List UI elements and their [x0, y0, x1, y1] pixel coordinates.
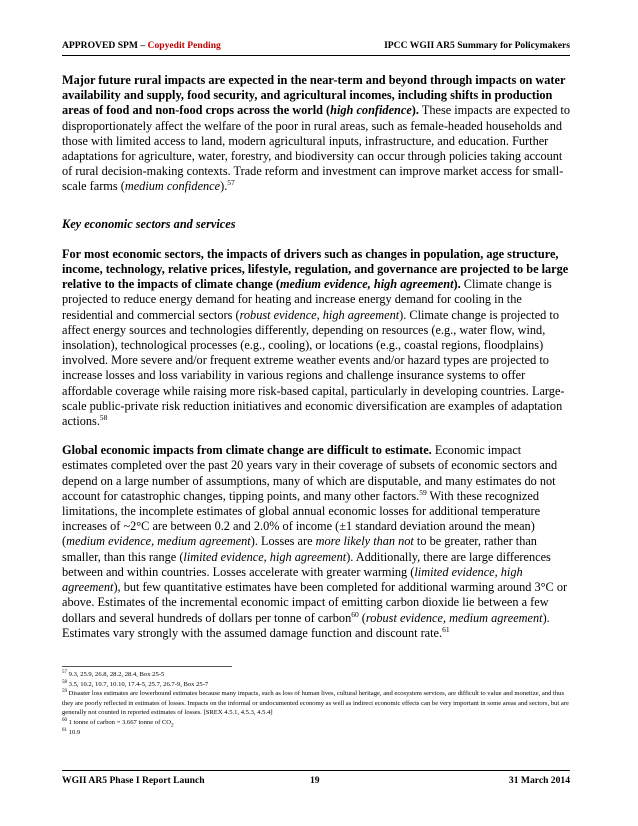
- page-footer: [62, 775, 570, 791]
- confidence-term: robust evidence, high agreement: [239, 307, 400, 322]
- confidence-term: medium confidence: [124, 179, 221, 194]
- text-segment: ). Additionally, there are large differences between and within countries. Losses accelerate with greater warming (: [62, 549, 551, 579]
- confidence-term: limited evidence, high agreement: [62, 564, 523, 595]
- paragraph-global-economic-impacts: [62, 443, 570, 641]
- footnote-ref[interactable]: 57: [227, 178, 235, 188]
- footnote-ref[interactable]: 58: [99, 412, 108, 422]
- text-segment: ). Estimates vary strongly with the assumed damage function and discount rate.: [62, 610, 550, 640]
- rural-impacts-text: These impacts are expected to disproportionately affect the welfare of the poor in rural areas, such as female-headed households and those with limited access to land, modern agricultural inputs, infrastructure, and education. Further adaptations for agriculture, water, forestry, and biodiversity can occur through policies taking account of rural decision-making contexts. Trade reform and investment can improve market access for small-scale farms (: [62, 103, 570, 194]
- footer-rule: [62, 770, 570, 771]
- text-segment: (: [358, 610, 366, 625]
- footnote-number: 57: [62, 669, 67, 675]
- header-status: [62, 40, 221, 51]
- footnote-text: Disaster loss estimates are lowerbound estimates because many impacts, such as loss of human lives, cultural heritage, and ecosystem services, are difficult to value and monetize, and thus they are poorly reflected in estimates of losses. Impacts on the informal or undocumented economy as well as indirect economic effects can be very important in some areas and sectors, but are generally not counted in reported estimates of losses. [SREX 4.5.1, 4.5.3, 4.5.4]: [62, 690, 569, 717]
- footnote-ref[interactable]: 61: [442, 624, 450, 634]
- footnote-number: 60: [62, 717, 67, 723]
- economic-sectors-headline: For most economic sectors, the impacts of drivers such as changes in population, age structure, income, technology, relative prices, lifestyle, regulation, and governance are projected to be large relative to the impacts of climate change (: [62, 246, 569, 292]
- energy-demand-text: Climate change is projected to reduce energy demand for heating and increase energy demand for cooling in the residential and commercial sectors (: [62, 277, 552, 322]
- text-close: ).: [220, 179, 228, 194]
- page-body: [62, 73, 570, 641]
- footnote-separator: [62, 666, 232, 667]
- text-segment: With these recognized limitations, the incomplete estimates of global annual economic losses for additional temperature increases of ~2°C are between 0.2 and 2.0% of income (±1 standard deviation around the mean) (: [62, 488, 541, 549]
- footnote-59: [62, 689, 570, 718]
- rural-impacts-headline: Major future rural impacts are expected in the near-term and beyond through impacts on water availability and supply, food security, and agricultural incomes, including shifts in production areas of food and non-food crops across the world (: [62, 73, 566, 118]
- footnotes: [62, 670, 570, 737]
- footnote-number: 58: [62, 679, 67, 685]
- text-segment: ), but few quantitative estimates have been completed for additional warming around 3°C or above. Estimates of the incremental economic impact of emitting carbon dioxide lie between a few dollars and several hundreds of dollars per tonne of carbon: [62, 580, 568, 625]
- headline-close: ).: [411, 103, 419, 118]
- footer-event: WGII AR5 Phase I Report Launch: [62, 775, 205, 786]
- text-segment: to be greater, rather than smaller, than this range (: [62, 534, 537, 564]
- header-rule: [62, 55, 570, 56]
- page-number: 19: [310, 775, 320, 786]
- footnote-57: [62, 670, 570, 680]
- footnote-subscript: 2: [171, 723, 174, 729]
- footnote-text: 3.5, 10.2, 10.7, 10.10, 17.4-5, 25.7, 26.7-9, Box 25-7: [67, 680, 209, 688]
- footnote-ref[interactable]: 60: [351, 609, 359, 619]
- footer-date: 31 March 2014: [508, 775, 570, 786]
- footnote-58: [62, 680, 570, 690]
- confidence-term: robust evidence, medium agreement: [365, 610, 543, 625]
- headline-close: ).: [453, 277, 461, 292]
- text-segment: Economic impact estimates completed over the past 20 years vary in their coverage of subsets of economic sectors and depend on a large number of assumptions, many of which are disputable, and many estimates do not account for catastrophic changes, tipping points, and many other factors.: [62, 443, 558, 503]
- paragraph-rural-impacts: [62, 73, 570, 195]
- paragraph-economic-sectors: [62, 247, 570, 429]
- footnote-60: [62, 718, 570, 728]
- header-document-title: IPCC WGII AR5 Summary for Policymakers: [384, 40, 570, 51]
- footnote-text: 9.3, 25.9, 26.8, 28.2, 28.4, Box 25-5: [67, 671, 165, 678]
- footnote-61: [62, 728, 570, 738]
- section-heading: Key economic sectors and services: [62, 216, 236, 231]
- footnote-ref[interactable]: 59: [419, 487, 427, 497]
- copyedit-pending-label: Copyedit Pending: [147, 40, 221, 51]
- footnote-text: 10.9: [67, 728, 81, 736]
- confidence-term: limited evidence, high agreement: [183, 549, 347, 564]
- footnote-text: 1 tonne of carbon = 3.667 tonne of CO: [67, 718, 172, 726]
- confidence-term: high confidence: [330, 103, 412, 118]
- global-impacts-headline: Global economic impacts from climate change are difficult to estimate.: [62, 443, 432, 458]
- footnote-number: 61: [62, 727, 67, 733]
- header-status-prefix: APPROVED SPM –: [62, 40, 148, 51]
- page-header: [62, 40, 570, 56]
- confidence-term: medium evidence, high agreement: [279, 277, 454, 292]
- energy-sources-text: ). Climate change is projected to affect energy sources and technologies differently, depending on resources (e.g., water flow, wind, insolation), technological processes (e.g., cooling), or locations (e.g., coastal regions, floodplains) involved. More severe and/or frequent extreme weather events and/or hazard types are projected to increase losses and loss variability in various regions and challenge insurance systems to offer affordable coverage while raising more risk-based capital, particularly in developing countries. Large-scale public-private risk reduction initiatives and economic diversification are examples of adaptation actions.: [62, 307, 565, 429]
- likelihood-term: more likely than not: [315, 534, 414, 549]
- confidence-term: medium evidence, medium agreement: [66, 534, 251, 549]
- footnote-number: 59: [62, 689, 67, 694]
- text-segment: ). Losses are: [250, 534, 316, 549]
